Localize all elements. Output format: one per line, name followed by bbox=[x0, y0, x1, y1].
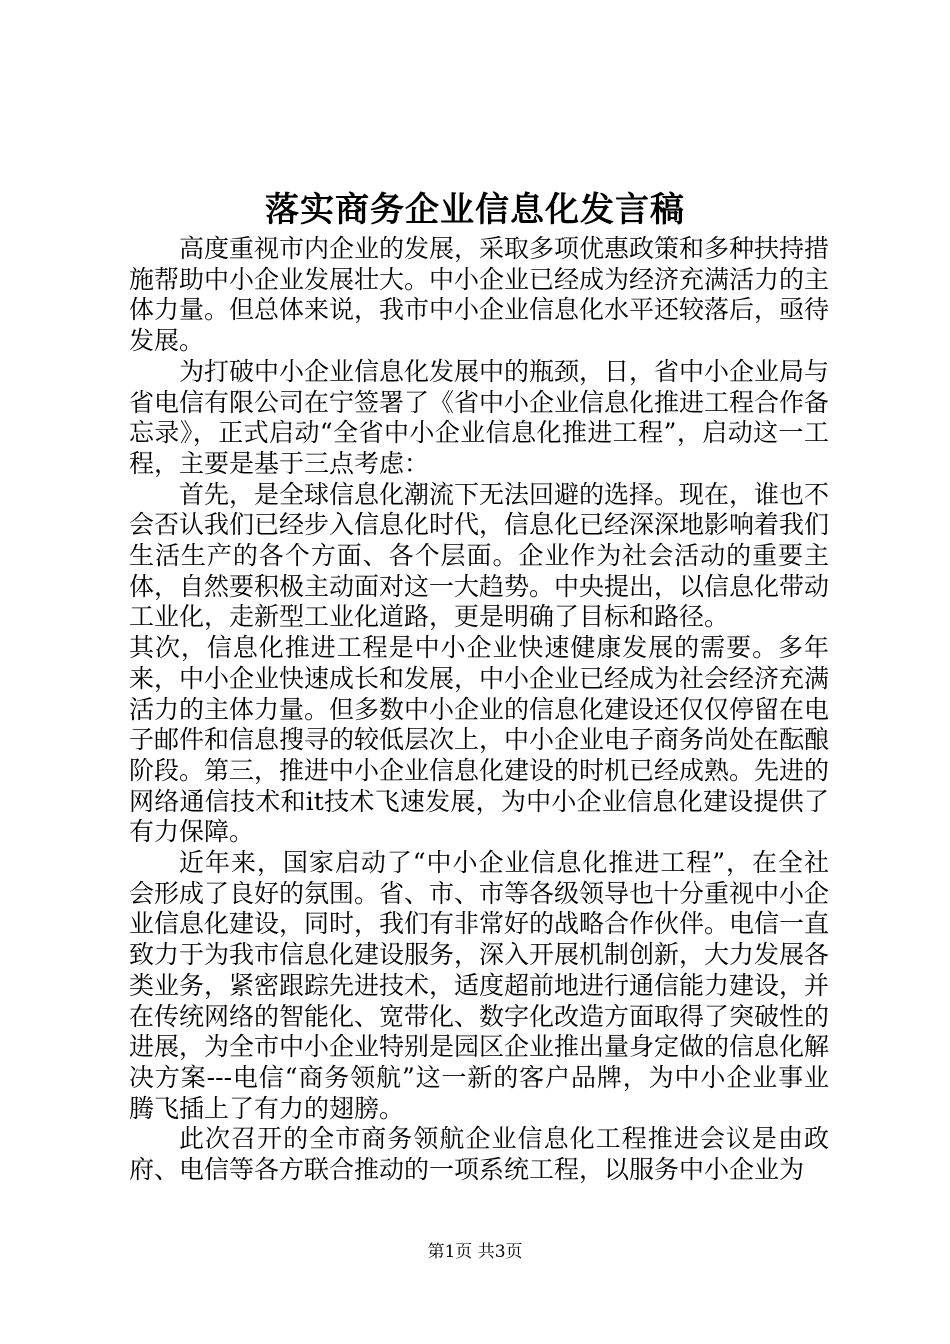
page-footer: 第1页 共3页 bbox=[427, 1242, 523, 1262]
paragraph-3: 首先，是全球信息化潮流下无法回避的选择。现在，谁也不会否认我们已经步入信息化时代，信息化已经深深地影响着我们生活生产的各个方面、各个层面。企业作为社会活动的重要主体，自然要积极主动面对这一大趋势。中央提出，以信息化带动工业化，走新型工业化道路，更是明确了目标和路径。 bbox=[129, 479, 830, 632]
document-body bbox=[129, 234, 829, 1186]
paragraph-1: 高度重视市内企业的发展，采取多项优惠政策和多种扶持措施帮助中小企业发展壮大。中小企业已经成为经济充满活力的主体力量。但总体来说，我市中小企业信息化水平还较落后，亟待发展。 bbox=[129, 234, 830, 356]
paragraph-2: 为打破中小企业信息化发展中的瓶颈，日，省中小企业局与省电信有限公司在宁签署了《省中小企业信息化推进工程合作备忘录》，正式启动“全省中小企业信息化推进工程”，启动这一工程，主要是基于三点考虑： bbox=[129, 356, 830, 478]
paragraph-4: 其次，信息化推进工程是中小企业快速健康发展的需要。多年来，中小企业快速成长和发展，中小企业已经成为社会经济充满活力的主体力量。但多数中小企业的信息化建设还仅仅停留在电子邮件和信息搜寻的较低层次上，中小企业电子商务尚处在酝酿阶段。第三，推进中小企业信息化建设的时机已经成熟。先进的网络通信技术和it技术飞速发展，为中小企业信息化建设提供了有力保障。 bbox=[129, 633, 830, 847]
paragraph-6: 此次召开的全市商务领航企业信息化工程推进会议是由政府、电信等各方联合推动的一项系统工程，以服务中小企业为 bbox=[129, 1124, 829, 1185]
paragraph-5: 近年来，国家启动了“中小企业信息化推进工程”，在全社会形成了良好的氛围。省、市、市等各级领导也十分重视中小企业信息化建设，同时，我们有非常好的战略合作伙伴。电信一直致力于为我市信息化建设服务，深入开展机制创新，大力发展各类业务，紧密跟踪先进技术，适度超前地进行通信能力建设，并在传统网络的智能化、宽带化、数字化改造方面取得了突破性的进展，为全市中小企业特别是园区企业推出量身定做的信息化解决方案---电信“商务领航”这一新的客户品牌，为中小企业事业腾飞插上了有力的翅膀。 bbox=[129, 848, 830, 1123]
document-title: 落实商务企业信息化发言稿 bbox=[265, 190, 685, 230]
